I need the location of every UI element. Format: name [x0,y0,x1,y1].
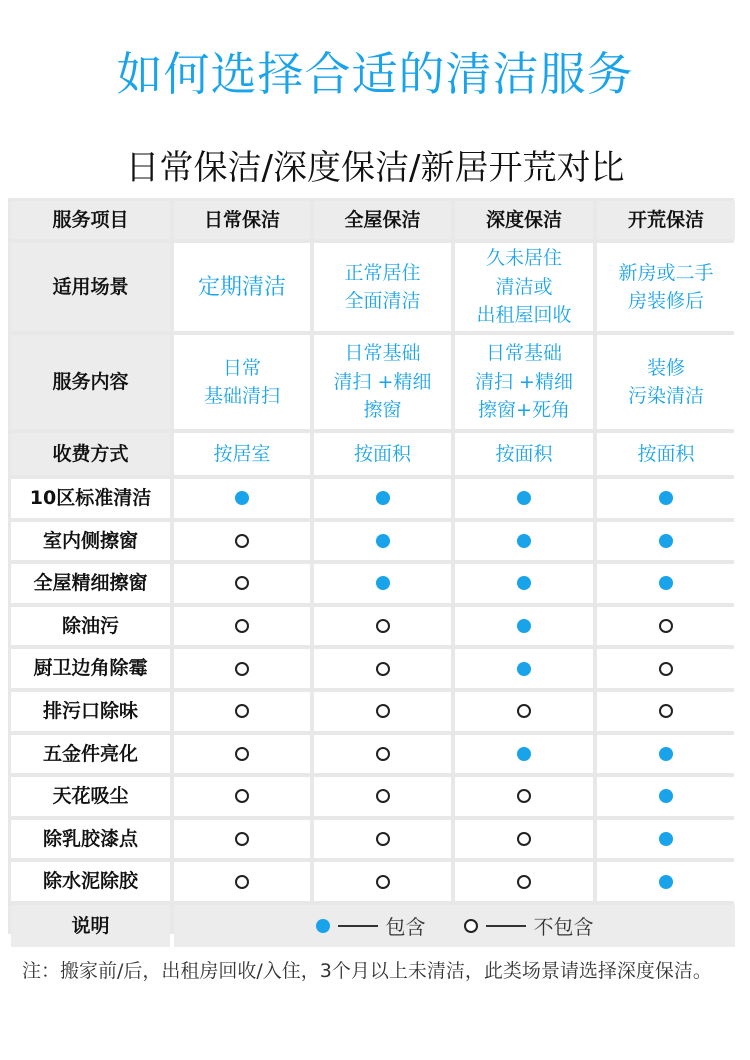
included-dot-icon [517,576,531,590]
table-cell-mark [455,777,593,816]
not-included-circle-icon [235,662,249,676]
row-label: 全屋精细擦窗 [11,564,170,603]
table-cell-text: 按面积 [597,433,735,475]
table-cell-mark [174,522,310,561]
table-cell-text: 按面积 [455,433,593,475]
table-cell-mark [597,777,735,816]
table-cell-mark [597,820,735,859]
included-dot-icon [517,491,531,505]
not-included-circle-icon [376,832,390,846]
table-cell-mark [455,692,593,731]
not-included-circle-icon [376,875,390,889]
table-cell-mark [174,862,310,901]
legend-dash [338,925,378,927]
table-cell-mark [597,607,735,646]
table-cell-text: 久未居住 清洁或 出租屋回收 [455,243,593,331]
comparison-grid [11,201,731,940]
not-included-circle-icon [235,619,249,633]
header-column: 开荒保洁 [597,201,735,239]
table-cell-mark [597,522,735,561]
table-cell-mark [597,479,735,518]
table-cell-mark [314,479,451,518]
table-cell-text: 定期清洁 [174,243,310,331]
header-column: 日常保洁 [174,201,310,239]
included-dot-icon [659,534,673,548]
table-cell-mark [455,564,593,603]
not-included-circle-icon [376,747,390,761]
table-cell-mark [314,692,451,731]
table-cell-mark [597,649,735,688]
table-cell-mark [455,820,593,859]
included-dot-icon [376,534,390,548]
row-label: 除乳胶漆点 [11,820,170,859]
footnote: 注：搬家前/后，出租房回收/入住，3个月以上未清洁，此类场景请选择深度保洁。 [22,960,712,982]
included-dot-icon [376,491,390,505]
not-included-circle-icon [376,704,390,718]
table-cell-mark [455,649,593,688]
not-included-circle-icon [235,704,249,718]
not-included-circle-icon [517,875,531,889]
header-column: 深度保洁 [455,201,593,239]
row-label: 除油污 [11,607,170,646]
row-label: 天花吸尘 [11,777,170,816]
table-cell-mark [174,479,310,518]
legend [174,905,735,947]
table-cell-mark [174,607,310,646]
table-cell-mark [314,522,451,561]
legend-label: 说明 [11,905,170,947]
table-cell-mark [314,564,451,603]
table-cell-mark [314,820,451,859]
not-included-circle-icon [235,789,249,803]
included-dot-icon [659,789,673,803]
not-included-circle-icon [659,662,673,676]
included-dot-icon [659,491,673,505]
not-included-circle-icon [659,619,673,633]
row-label: 10区标准清洁 [11,479,170,518]
table-cell-mark [455,862,593,901]
table-cell-text: 正常居住 全面清洁 [314,243,451,331]
header-service-item: 服务项目 [11,201,170,239]
row-label: 排污口除味 [11,692,170,731]
table-cell-text: 日常基础 清扫 +精细 擦窗 [314,335,451,429]
row-label: 五金件亮化 [11,735,170,774]
table-cell-mark [174,820,310,859]
legend-item [316,911,426,940]
included-dot-icon [517,534,531,548]
included-dot-icon [517,619,531,633]
legend-dash [486,925,526,927]
table-cell-mark [455,522,593,561]
included-dot-icon [659,875,673,889]
table-cell-mark [174,735,310,774]
table-cell-text: 日常 基础清扫 [174,335,310,429]
not-included-circle-icon [659,704,673,718]
not-included-circle-icon [235,832,249,846]
table-cell-text: 新房或二手 房装修后 [597,243,735,331]
table-cell-mark [597,564,735,603]
included-dot-icon [376,576,390,590]
table-cell-mark [314,735,451,774]
row-label: 室内侧擦窗 [11,522,170,561]
table-cell-text: 按面积 [314,433,451,475]
not-included-circle-icon [517,704,531,718]
not-included-circle-icon [235,576,249,590]
row-label: 服务内容 [11,335,170,429]
table-cell-mark [314,862,451,901]
not-included-circle-icon [235,534,249,548]
table-cell-mark [597,735,735,774]
table-cell-mark [314,777,451,816]
header-column: 全屋保洁 [314,201,451,239]
page-title: 如何选择合适的清洁服务 [116,47,634,101]
included-dot-icon [517,747,531,761]
not-included-circle-icon [517,789,531,803]
not-included-circle-icon [235,747,249,761]
table-cell-mark [455,607,593,646]
included-dot-icon [235,491,249,505]
row-label: 收费方式 [11,433,170,475]
included-dot-icon [517,662,531,676]
row-label: 适用场景 [11,243,170,331]
page-subtitle: 日常保洁/深度保洁/新居开荒对比 [125,148,625,188]
table-cell-mark [314,607,451,646]
table-cell-mark [597,692,735,731]
table-cell-mark [174,692,310,731]
not-included-circle-icon [376,662,390,676]
legend-item [464,911,594,940]
included-dot-icon [659,747,673,761]
row-label: 除水泥除胶 [11,862,170,901]
not-included-circle-icon [376,619,390,633]
table-cell-mark [314,649,451,688]
table-cell-mark [455,479,593,518]
table-cell-mark [597,862,735,901]
not-included-circle-icon [235,875,249,889]
not-included-circle-icon [376,789,390,803]
included-dot-icon [659,832,673,846]
table-cell-text: 装修 污染清洁 [597,335,735,429]
table-cell-text: 日常基础 清扫 +精细 擦窗+死角 [455,335,593,429]
legend-text: 不包含 [533,915,594,940]
not-included-circle-icon [464,919,478,933]
not-included-circle-icon [517,832,531,846]
comparison-table [8,198,734,940]
table-cell-mark [174,649,310,688]
row-label: 厨卫边角除霉 [11,649,170,688]
included-dot-icon [316,919,330,933]
table-cell-mark [174,777,310,816]
included-dot-icon [659,576,673,590]
table-cell-mark [174,564,310,603]
table-cell-mark [455,735,593,774]
legend-text: 包含 [385,915,426,940]
table-cell-text: 按居室 [174,433,310,475]
